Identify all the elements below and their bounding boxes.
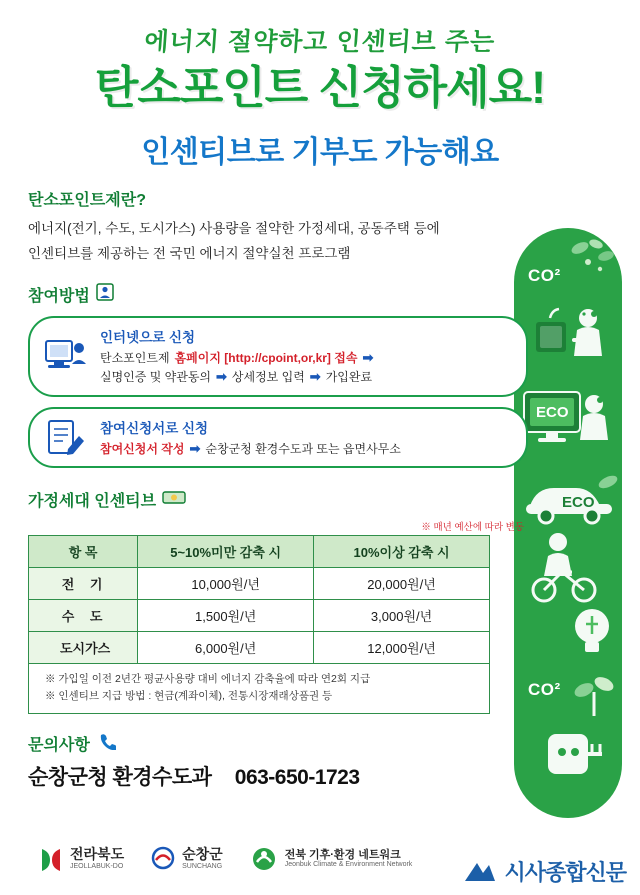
footnote-1: ※ 가입일 이전 2년간 평균사용량 대비 에너지 감축율에 따라 연2회 지급 — [45, 673, 371, 686]
submit-location: 순창군청 환경수도과 또는 읍면사무소 — [205, 441, 401, 456]
section-title-contact — [28, 732, 528, 755]
phone-icon — [98, 732, 116, 755]
sunchang-emblem-icon — [150, 845, 176, 873]
incentive-title-text: 가정세대 인센티브 — [28, 493, 157, 511]
incentive-footnotes — [28, 664, 490, 714]
arrow-icon-2: ➡ — [216, 369, 227, 385]
logo-jeollabukdo-sub: JEOLLABUK-DO — [70, 862, 124, 870]
contact-line — [28, 761, 528, 791]
step-2: 상세정보 입력 — [231, 370, 305, 385]
logo-sunchang-sub: SUNCHANG — [182, 862, 223, 870]
paper-method-title: 참여신청서로 신청 — [100, 420, 209, 436]
participation-method-paper-form — [28, 407, 528, 469]
incentive-table — [28, 535, 490, 664]
site-link-text[interactable]: 홈페이지 [http://cpoint,or,kr] 접속 — [174, 350, 358, 365]
logo-network-name: 전북 기후·환경 네트워크 — [284, 849, 401, 862]
participation-method-internet — [28, 316, 528, 397]
gas-tier2-value: 12,000원/년 — [314, 632, 490, 664]
section-title-participation — [28, 283, 528, 306]
participation-title-text: 참여방법 — [28, 287, 90, 305]
site-prefix: 탄소포인트제 — [100, 350, 170, 365]
logo-jeollabukdo — [38, 845, 124, 873]
internet-method-title: 인터넷으로 신청 — [100, 329, 196, 345]
section-title-incentive — [28, 488, 528, 511]
logo-jb-climate-network — [249, 845, 413, 873]
arrow-icon-3: ➡ — [309, 369, 321, 385]
form-pencil-icon — [44, 418, 88, 458]
poster-header — [0, 0, 640, 171]
paper-method-body — [100, 417, 512, 459]
contact-phone[interactable]: 063-650-1723 — [234, 765, 360, 789]
climate-network-emblem-icon — [249, 845, 279, 873]
electric-tier1-value: 10,000원/년 — [138, 568, 314, 600]
cyclist-icon — [524, 528, 618, 606]
logo-jeollabukdo-label — [70, 847, 124, 870]
form-fill-text: 참여신청서 작성 — [100, 441, 185, 456]
water-tier1-value: 1,500원/년 — [138, 600, 314, 632]
table-row — [29, 568, 490, 600]
jeollabukdo-emblem-icon — [38, 845, 64, 873]
water-tier2-value: 3,000원/년 — [314, 600, 490, 632]
col-header-tier1: 5~10%미만 감축 시 — [138, 536, 314, 568]
row-label-electric: 전 기 — [29, 568, 138, 600]
co2-label-bottom: CO² — [528, 680, 561, 699]
about-line-1: 에너지(전기, 수도, 도시가스) 사용량을 절약한 가정세대, 공동주택 등에 — [28, 221, 440, 237]
eco-screen-label: ECO — [536, 404, 569, 421]
sprout-icon — [572, 668, 616, 720]
incentive-note: ※ 매년 예산에 따라 변동 — [421, 522, 524, 534]
leaves-icon — [566, 236, 618, 282]
person-badge-icon — [96, 283, 114, 306]
headline-title: 탄소포인트 신청하세요! — [94, 62, 546, 113]
arrow-icon-1: ➡ — [362, 349, 374, 365]
logo-jeollabukdo-name: 전라북도 — [70, 846, 125, 863]
row-label-gas: 도시가스 — [29, 632, 138, 664]
table-row — [29, 600, 490, 632]
person-with-plant-icon — [532, 304, 612, 378]
plug-socket-icon — [542, 728, 608, 792]
logo-network-label — [285, 849, 413, 869]
footer-logos — [0, 823, 640, 895]
eco-monitor-icon — [522, 388, 618, 460]
money-icon — [162, 489, 188, 510]
internet-method-steps — [100, 367, 512, 387]
logo-sunchang-name: 순창군 — [182, 846, 223, 863]
internet-method-site-line — [100, 348, 512, 368]
step-1: 실명인증 및 약관동의 — [100, 370, 211, 385]
contact-title-text: 문의사항 — [28, 736, 90, 754]
internet-method-body — [100, 326, 512, 387]
about-line-2: 인센티브를 제공하는 전 국민 에너지 절약실천 프로그램 — [28, 245, 351, 261]
headline-tertiary: 인센티브로 기부도 가능해요 — [141, 136, 499, 170]
gas-tier1-value: 6,000원/년 — [138, 632, 314, 664]
watermark-logo-icon — [463, 859, 497, 885]
arrow-icon-4: ➡ — [189, 440, 201, 456]
logo-sunchang-label — [182, 847, 223, 870]
watermark-text: 시사종합신문 — [504, 860, 626, 885]
headline-subtitle: 에너지 절약하고 인센티브 주는 — [143, 28, 497, 56]
light-bulb-icon — [566, 602, 618, 662]
watermark — [463, 856, 626, 887]
logo-sunchang — [150, 845, 223, 873]
col-header-item: 항 목 — [29, 536, 138, 568]
col-header-tier2: 10%이상 감축 시 — [314, 536, 490, 568]
co2-label-top: CO² — [528, 266, 561, 285]
step-3: 가입완료 — [325, 370, 373, 385]
table-header-row — [29, 536, 490, 568]
row-label-water: 수 도 — [29, 600, 138, 632]
about-title-text: 탄소포인트제란? — [28, 192, 146, 210]
electric-tier2-value: 20,000원/년 — [314, 568, 490, 600]
content-column — [28, 187, 528, 791]
logo-network-sub: Jeonbuk Climate & Environment Network — [284, 861, 413, 869]
decorative-side-panel — [514, 228, 622, 818]
section-title-about — [28, 187, 528, 210]
contact-office: 순창군청 환경수도과 — [28, 765, 212, 789]
footnote-2: ※ 인센티브 지급 방법 : 현금(계좌이체), 전통시장재래상품권 등 — [45, 690, 333, 703]
table-row — [29, 632, 490, 664]
eco-car-label: ECO — [562, 494, 595, 511]
computer-user-icon — [44, 336, 88, 376]
paper-method-steps — [100, 439, 512, 459]
